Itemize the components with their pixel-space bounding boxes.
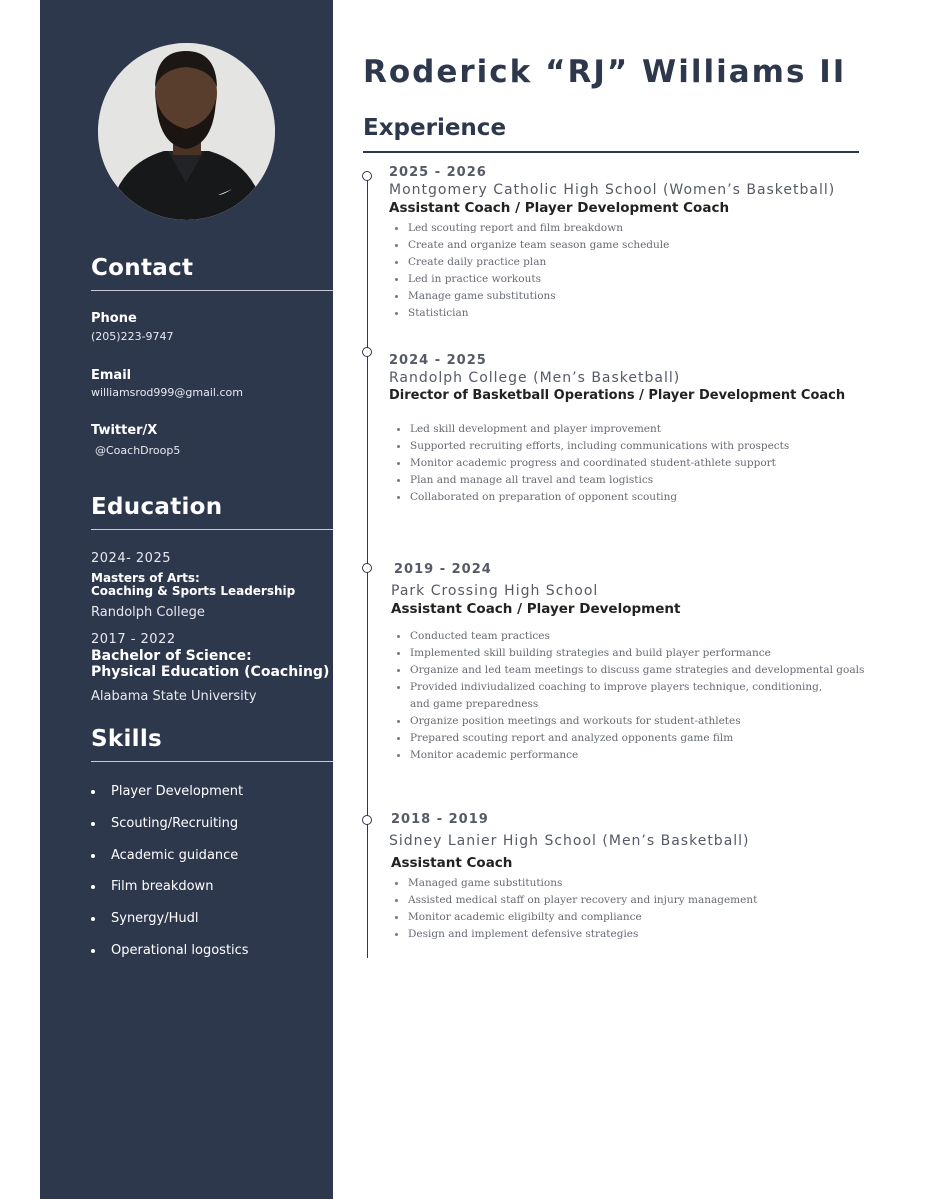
education-years: 2017 - 2022 bbox=[91, 632, 176, 647]
job-duty: Create and organize team season game schedule bbox=[408, 237, 869, 254]
timeline-dot bbox=[362, 347, 372, 357]
job-years: 2025 - 2026 bbox=[389, 165, 487, 180]
job-duty: Collaborated on preparation of opponent scouting bbox=[410, 489, 869, 506]
job-years: 2024 - 2025 bbox=[389, 353, 487, 368]
job-duty: Prepared scouting report and analyzed opponents game film bbox=[410, 730, 871, 747]
job-years: 2018 - 2019 bbox=[391, 812, 489, 827]
experience-divider bbox=[363, 151, 859, 153]
skills-divider bbox=[91, 761, 333, 762]
twitter-handle: @CoachDroop5 bbox=[95, 444, 181, 457]
job-duty: Design and implement defensive strategies bbox=[408, 926, 869, 943]
phone-value: (205)223-9747 bbox=[91, 330, 174, 343]
timeline-dot bbox=[362, 171, 372, 181]
education-degree: Bachelor of Science: bbox=[91, 648, 252, 664]
experience-heading: Experience bbox=[363, 115, 507, 141]
job-years: 2019 - 2024 bbox=[394, 562, 492, 577]
education-degree: Masters of Arts: bbox=[91, 571, 200, 585]
job-duty: Manage game substitutions bbox=[408, 288, 869, 305]
education-degree-field: Coaching & Sports Leadership bbox=[91, 584, 296, 598]
job-duty: Assisted medical staff on player recovery and injury management bbox=[408, 892, 869, 909]
education-divider bbox=[91, 529, 333, 530]
job-role: Director of Basketball Operations / Player Development Coach bbox=[389, 388, 846, 403]
job-duty: Monitor academic progress and coordinated student-athlete support bbox=[410, 455, 869, 472]
job-duty: Managed game substitutions bbox=[408, 875, 869, 892]
job-entry bbox=[391, 561, 871, 764]
skill-item: Synergy/Hudl bbox=[91, 909, 249, 941]
job-entry bbox=[389, 352, 869, 506]
skill-item: Academic guidance bbox=[91, 846, 249, 878]
job-duty: Led scouting report and film breakdown bbox=[408, 220, 869, 237]
job-duty: Provided indiviudalized coaching to improve players technique, conditioning, and game preparedness bbox=[410, 679, 842, 713]
phone-label: Phone bbox=[91, 311, 137, 326]
job-organization: Randolph College (Men’s Basketball) bbox=[389, 370, 681, 386]
profile-photo bbox=[98, 43, 275, 220]
job-duties bbox=[389, 421, 869, 506]
job-duty: Monitor academic eligibilty and compliance bbox=[408, 909, 869, 926]
education-heading: Education bbox=[91, 494, 223, 520]
job-role: Assistant Coach bbox=[391, 855, 513, 871]
job-organization: Park Crossing High School bbox=[391, 583, 599, 599]
contact-divider bbox=[91, 290, 333, 291]
job-organization: Montgomery Catholic High School (Women’s Basketball) bbox=[389, 182, 836, 198]
timeline-dot bbox=[362, 563, 372, 573]
job-duty: Supported recruiting efforts, including communications with prospects bbox=[410, 438, 869, 455]
job-entry bbox=[389, 164, 869, 322]
timeline-dot bbox=[362, 815, 372, 825]
job-role: Assistant Coach / Player Development Coach bbox=[389, 200, 730, 216]
job-duties bbox=[389, 220, 869, 322]
job-duty: Led in practice workouts bbox=[408, 271, 869, 288]
job-duty: Organize position meetings and workouts for student-athletes bbox=[410, 713, 871, 730]
job-duties bbox=[389, 875, 869, 943]
email-value: williamsrod999@gmail.com bbox=[91, 386, 243, 399]
skill-item: Film breakdown bbox=[91, 877, 249, 909]
skill-item: Scouting/Recruiting bbox=[91, 814, 249, 846]
job-duty: Create daily practice plan bbox=[408, 254, 869, 271]
twitter-label: Twitter/X bbox=[91, 423, 158, 438]
job-duty: Led skill development and player improvement bbox=[410, 421, 869, 438]
job-duty: Plan and manage all travel and team logistics bbox=[410, 472, 869, 489]
job-duties bbox=[391, 628, 871, 764]
job-entry bbox=[389, 811, 869, 943]
job-duty: Monitor academic performance bbox=[410, 747, 871, 764]
job-role: Assistant Coach / Player Development bbox=[391, 601, 681, 617]
job-organization: Sidney Lanier High School (Men’s Basketball) bbox=[389, 833, 750, 849]
education-school: Alabama State University bbox=[91, 689, 257, 704]
job-duty: Statistician bbox=[408, 305, 869, 322]
job-duty: Conducted team practices bbox=[410, 628, 871, 645]
skills-list bbox=[91, 782, 249, 973]
education-years: 2024- 2025 bbox=[91, 551, 171, 566]
job-duty: Organize and led team meetings to discuss game strategies and developmental goals bbox=[410, 662, 871, 679]
education-school: Randolph College bbox=[91, 605, 205, 620]
job-duty: Implemented skill building strategies and build player performance bbox=[410, 645, 871, 662]
education-degree-field: Physical Education (Coaching) bbox=[91, 664, 330, 680]
email-label: Email bbox=[91, 368, 132, 383]
contact-heading: Contact bbox=[91, 255, 194, 281]
skill-item: Player Development bbox=[91, 782, 249, 814]
skills-heading: Skills bbox=[91, 726, 163, 752]
candidate-name: Roderick “RJ” Williams II bbox=[363, 54, 847, 90]
skill-item: Operational logostics bbox=[91, 941, 249, 973]
